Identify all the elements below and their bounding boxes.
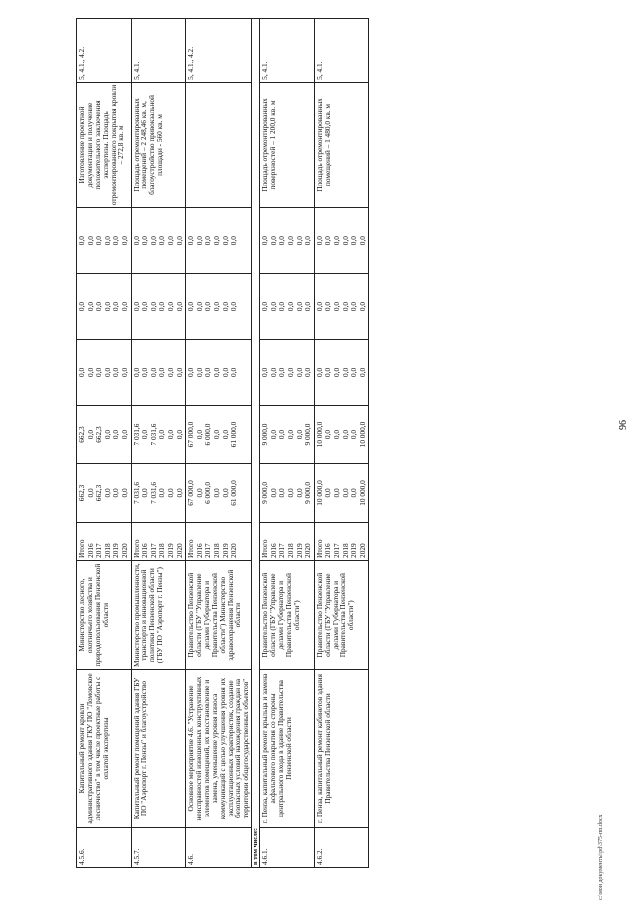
value-line: 2018 xyxy=(211,543,221,558)
value-line: 0,0 xyxy=(268,301,278,312)
funding-values xyxy=(131,405,186,463)
value-line: 0,0 xyxy=(323,236,333,246)
indicator-link: 5, 4.1. xyxy=(314,19,369,83)
value-line: 0,0 xyxy=(148,301,158,312)
funding-values xyxy=(186,274,252,340)
value-line: 0,0 xyxy=(157,429,167,440)
activity-name: Капитальный ремонт кровли административного здания ГКУ ПО "Ломовское лесничество" в том числе проектные работы с оплатой экспертизы xyxy=(77,670,132,827)
value-line: Итого xyxy=(77,539,86,558)
value-line: 2020 xyxy=(174,543,184,558)
value-line: 0,0 xyxy=(340,236,350,246)
indicator-link: 5, 4.1., 4.2. xyxy=(77,19,132,83)
value-line: 0,0 xyxy=(331,301,341,312)
value-line: 0,0 xyxy=(229,236,239,246)
value-line: 0,0 xyxy=(119,236,129,246)
value-line: 9 000,0 xyxy=(260,482,270,504)
value-line: 0,0 xyxy=(357,236,367,246)
value-line: 61 000,0 xyxy=(229,480,239,506)
value-line: 0,0 xyxy=(260,236,270,246)
value-line: 0,0 xyxy=(102,301,112,312)
value-line: 0,0 xyxy=(340,301,350,312)
value-line: 2019 xyxy=(220,543,230,558)
years-column xyxy=(314,522,369,560)
funding-values xyxy=(260,405,315,463)
value-line: 0,0 xyxy=(140,301,150,312)
value-line: 2016 xyxy=(140,543,150,558)
value-line: 0,0 xyxy=(111,301,121,312)
value-line: 67 000,0 xyxy=(186,421,196,448)
value-line: 0,0 xyxy=(268,236,278,246)
value-line: 67 000,0 xyxy=(186,480,196,506)
value-line: 10 000,0 xyxy=(357,480,367,506)
value-line: 0,0 xyxy=(340,429,350,440)
indicator-link: 5, 4.1., 4.2. xyxy=(186,19,252,83)
value-line: 0,0 xyxy=(194,429,204,440)
value-line: 0,0 xyxy=(323,429,333,440)
funding-values xyxy=(260,339,315,405)
value-line: 0,0 xyxy=(314,236,324,246)
funding-values xyxy=(77,208,132,274)
value-line: 0,0 xyxy=(277,488,287,498)
value-line: 2016 xyxy=(268,543,278,558)
rotated-table-container xyxy=(76,18,369,868)
value-line: 0,0 xyxy=(148,236,158,246)
value-line: 0,0 xyxy=(94,236,104,246)
value-line: 0,0 xyxy=(277,236,287,246)
value-line: 0,0 xyxy=(277,429,287,440)
value-line: 0,0 xyxy=(157,236,167,246)
value-line: 0,0 xyxy=(268,367,278,377)
value-line: 0,0 xyxy=(211,429,221,440)
value-line: 0,0 xyxy=(119,429,129,440)
value-line: 0,0 xyxy=(268,488,278,498)
value-line: 0,0 xyxy=(277,301,287,312)
value-line: 2017 xyxy=(203,543,213,558)
value-line: 0,0 xyxy=(303,236,313,246)
value-line: 7 031,6 xyxy=(148,423,158,446)
expected-result: Площадь отремонтированных поверхностей – 1 200,0 кв. м xyxy=(260,82,315,207)
value-line: 0,0 xyxy=(286,301,296,312)
funding-values xyxy=(260,208,315,274)
activity-name: Капитальный ремонт помещений здания ГБУ ПО "Аэропорт г. Пензы" и благоустройство xyxy=(131,670,186,827)
value-line: 2017 xyxy=(277,543,287,558)
value-line: 0,0 xyxy=(85,488,95,498)
value-line: 7 031,6 xyxy=(131,482,141,504)
value-line: 6 000,0 xyxy=(203,423,213,446)
value-line: 0,0 xyxy=(111,236,121,246)
value-line: 0,0 xyxy=(260,367,270,377)
value-line: 0,0 xyxy=(119,367,129,377)
value-line: 0,0 xyxy=(94,367,104,377)
value-line: 662,3 xyxy=(94,426,104,443)
expected-result: Площадь отремонтированных помещений – 1 480,0 кв. м xyxy=(314,82,369,207)
value-line: 2016 xyxy=(194,543,204,558)
value-line: 0,0 xyxy=(357,301,367,312)
value-line: 0,0 xyxy=(140,488,150,498)
value-line: 0,0 xyxy=(268,429,278,440)
expected-result xyxy=(186,82,252,207)
row-number: 4.5.7. xyxy=(131,827,186,867)
value-line: Итого xyxy=(186,539,196,558)
funding-values xyxy=(260,464,315,522)
value-line: 0,0 xyxy=(203,301,213,312)
value-line: 0,0 xyxy=(157,301,167,312)
value-line: 2019 xyxy=(349,543,359,558)
value-line: 0,0 xyxy=(286,236,296,246)
value-line: 0,0 xyxy=(220,429,230,440)
indicator-link: 5, 4.1. xyxy=(260,19,315,83)
value-line: 0,0 xyxy=(157,367,167,377)
value-line: 0,0 xyxy=(286,429,296,440)
value-line: 0,0 xyxy=(148,367,158,377)
funding-values xyxy=(186,405,252,463)
value-line: 0,0 xyxy=(186,367,196,377)
value-line: 0,0 xyxy=(349,301,359,312)
value-line: 7 031,6 xyxy=(131,423,141,446)
table-row xyxy=(186,19,252,868)
value-line: 0,0 xyxy=(314,367,324,377)
value-line: 2018 xyxy=(157,543,167,558)
value-line: 2019 xyxy=(294,543,304,558)
funding-values xyxy=(131,464,186,522)
funding-values xyxy=(260,274,315,340)
value-line: 0,0 xyxy=(294,236,304,246)
value-line: 0,0 xyxy=(111,488,121,498)
value-line: 0,0 xyxy=(194,367,204,377)
value-line: 0,0 xyxy=(131,367,141,377)
value-line: 0,0 xyxy=(220,488,230,498)
table-row xyxy=(77,19,132,868)
value-line: 0,0 xyxy=(165,301,175,312)
table-row xyxy=(131,19,186,868)
value-line: 2019 xyxy=(165,543,175,558)
row-number: 4.5.6. xyxy=(77,827,132,867)
value-line: 0,0 xyxy=(186,236,196,246)
value-line: 0,0 xyxy=(294,488,304,498)
value-line: 0,0 xyxy=(211,367,221,377)
value-line: 10 000,0 xyxy=(357,421,367,448)
program-activities-table xyxy=(76,18,369,868)
value-line: 0,0 xyxy=(229,367,239,377)
value-line: 0,0 xyxy=(211,236,221,246)
indicator-link: 5, 4.1. xyxy=(131,19,186,83)
expected-result: Площадь отремонтированных помещений – 2 248,46 кв. м, благоустройство привокзальной площади - 560 кв. м xyxy=(131,82,186,207)
value-line: 0,0 xyxy=(323,488,333,498)
page-number: 96 xyxy=(618,420,629,430)
value-line: 0,0 xyxy=(174,236,184,246)
value-line: 0,0 xyxy=(174,367,184,377)
value-line: 0,0 xyxy=(140,236,150,246)
value-line: 2016 xyxy=(323,543,333,558)
value-line: 662,3 xyxy=(77,484,86,502)
value-line: 0,0 xyxy=(165,236,175,246)
value-line: 2018 xyxy=(340,543,350,558)
value-line: 0,0 xyxy=(331,429,341,440)
funding-values xyxy=(77,405,132,463)
value-line: 0,0 xyxy=(203,367,213,377)
value-line: 2016 xyxy=(85,543,95,558)
value-line: 0,0 xyxy=(85,429,95,440)
value-line: 0,0 xyxy=(331,236,341,246)
value-line: 0,0 xyxy=(203,236,213,246)
table-body xyxy=(77,19,369,868)
funding-values xyxy=(77,274,132,340)
value-line: 0,0 xyxy=(111,367,121,377)
value-line: Итого xyxy=(131,539,141,558)
value-line: 2017 xyxy=(94,543,104,558)
value-line: 0,0 xyxy=(286,488,296,498)
activity-name: Основное мероприятие 4.6. "Устранение неисправностей изношенных конструктивных элементов помещений, их восстановление и замена, уменьшение уровня износа коммуникаций с целью улучшения уровня их эксплуатационных характеристик, создание безопасных условий нахождения граждан на территории общегосударственных объектов" xyxy=(186,670,252,827)
value-line: 0,0 xyxy=(340,488,350,498)
value-line: 0,0 xyxy=(331,488,341,498)
funding-values xyxy=(314,208,369,274)
value-line: 0,0 xyxy=(220,367,230,377)
including-label: в том числе: xyxy=(252,19,260,868)
expected-result: Изготовление проектной документации и получение положительного заключения экспертизы. Площадь отремонтированного покрытия кровли – 272,8 кв. м xyxy=(77,82,132,207)
value-line: 2018 xyxy=(102,543,112,558)
value-line: 2018 xyxy=(286,543,296,558)
value-line: 0,0 xyxy=(323,301,333,312)
value-line: 0,0 xyxy=(194,488,204,498)
value-line: 0,0 xyxy=(331,367,341,377)
value-line: 0,0 xyxy=(165,488,175,498)
funding-values xyxy=(131,208,186,274)
value-line: 0,0 xyxy=(174,301,184,312)
value-line: Итого xyxy=(260,539,270,558)
value-line: 0,0 xyxy=(85,367,95,377)
value-line: Итого xyxy=(314,539,324,558)
value-line: 0,0 xyxy=(77,301,86,312)
value-line: 0,0 xyxy=(194,236,204,246)
years-column xyxy=(186,522,252,560)
table-row xyxy=(314,19,369,868)
value-line: 0,0 xyxy=(94,301,104,312)
value-line: 6 000,0 xyxy=(203,482,213,504)
value-line: 0,0 xyxy=(102,429,112,440)
funding-values xyxy=(314,405,369,463)
funding-values xyxy=(314,339,369,405)
value-line: 2020 xyxy=(303,543,313,558)
value-line: 0,0 xyxy=(119,488,129,498)
value-line: 0,0 xyxy=(303,367,313,377)
funding-values xyxy=(131,339,186,405)
value-line: 0,0 xyxy=(211,301,221,312)
value-line: 0,0 xyxy=(102,367,112,377)
value-line: 0,0 xyxy=(340,367,350,377)
executor: Правительство Пензенской области (ГБУ "Управление делами Губернатора и Правительства Пензенской области") Министерство здравоохранения Пензенской области xyxy=(186,560,252,669)
years-column xyxy=(131,522,186,560)
value-line: 0,0 xyxy=(323,367,333,377)
value-line: 0,0 xyxy=(131,301,141,312)
value-line: 0,0 xyxy=(220,236,230,246)
funding-values xyxy=(131,274,186,340)
value-line: 2017 xyxy=(148,543,158,558)
value-line: 0,0 xyxy=(220,301,230,312)
value-line: 0,0 xyxy=(260,301,270,312)
funding-values xyxy=(314,274,369,340)
value-line: 0,0 xyxy=(77,236,86,246)
value-line: 9 000,0 xyxy=(303,423,313,446)
value-line: 0,0 xyxy=(294,429,304,440)
value-line: 0,0 xyxy=(314,301,324,312)
value-line: 0,0 xyxy=(229,301,239,312)
value-line: 0,0 xyxy=(277,367,287,377)
funding-values xyxy=(77,464,132,522)
years-column xyxy=(260,522,315,560)
value-line: 0,0 xyxy=(85,236,95,246)
years-column xyxy=(77,522,132,560)
value-line: 0,0 xyxy=(174,488,184,498)
value-line: 0,0 xyxy=(174,429,184,440)
activity-name: г. Пенза, капитальный ремонт крыльца и замена асфальтового покрытия со стороны центрального входа в здание Правительства Пензенской области xyxy=(260,670,315,827)
footer-path: с:\мои документы\pd\375-пп.docx xyxy=(598,814,604,900)
value-line: 0,0 xyxy=(131,236,141,246)
value-line: 10 000,0 xyxy=(314,421,324,448)
executor: Министерство промышленности, транспорта и инновационной политики Пензенской области (ГБУ ПО "Аэропорт г. Пензы") xyxy=(131,560,186,669)
value-line: 0,0 xyxy=(294,367,304,377)
funding-values xyxy=(77,339,132,405)
value-line: 2020 xyxy=(229,543,239,558)
value-line: 0,0 xyxy=(119,301,129,312)
value-line: 0,0 xyxy=(349,488,359,498)
value-line: 0,0 xyxy=(165,429,175,440)
row-number: 4.6.2. xyxy=(314,827,369,867)
value-line: 662,3 xyxy=(77,426,86,443)
value-line: 0,0 xyxy=(194,301,204,312)
value-line: 10 000,0 xyxy=(314,480,324,506)
value-line: 0,0 xyxy=(77,367,86,377)
value-line: 0,0 xyxy=(186,301,196,312)
value-line: 0,0 xyxy=(111,429,121,440)
value-line: 0,0 xyxy=(294,301,304,312)
funding-values xyxy=(314,464,369,522)
value-line: 2017 xyxy=(331,543,341,558)
row-number: 4.6. xyxy=(186,827,252,867)
value-line: 0,0 xyxy=(165,367,175,377)
value-line: 2020 xyxy=(357,543,367,558)
value-line: 0,0 xyxy=(140,429,150,440)
value-line: 7 031,6 xyxy=(148,482,158,504)
value-line: 2020 xyxy=(119,543,129,558)
executor: Правительство Пензенской области (ГБУ "Управление делами Губернатора и Правительства Пензенской области") xyxy=(260,560,315,669)
value-line: 0,0 xyxy=(303,301,313,312)
value-line: 0,0 xyxy=(140,367,150,377)
value-line: 2019 xyxy=(111,543,121,558)
value-line: 9 000,0 xyxy=(303,482,313,504)
funding-values xyxy=(186,208,252,274)
value-line: 662,3 xyxy=(94,484,104,502)
executor: Министерство лесного, охотничьего хозяйства и природопользования Пензенской области xyxy=(77,560,132,669)
value-line: 0,0 xyxy=(211,488,221,498)
funding-values xyxy=(186,464,252,522)
value-line: 0,0 xyxy=(349,367,359,377)
table-row xyxy=(260,19,315,868)
value-line: 0,0 xyxy=(349,236,359,246)
funding-values xyxy=(186,339,252,405)
value-line: 61 000,0 xyxy=(229,421,239,448)
value-line: 0,0 xyxy=(357,367,367,377)
value-line: 0,0 xyxy=(102,236,112,246)
value-line: 0,0 xyxy=(157,488,167,498)
row-number: 4.6.1. xyxy=(260,827,315,867)
value-line: 0,0 xyxy=(102,488,112,498)
executor: Правительство Пензенской области (ГБУ "Управление делами Губернатора и Правительства Пензенской области") xyxy=(314,560,369,669)
activity-name: г. Пенза, капитальный ремонт кабинетов здания Правительства Пензенской области xyxy=(314,670,369,827)
value-line: 9 000,0 xyxy=(260,423,270,446)
value-line: 0,0 xyxy=(85,301,95,312)
value-line: 0,0 xyxy=(286,367,296,377)
value-line: 0,0 xyxy=(349,429,359,440)
